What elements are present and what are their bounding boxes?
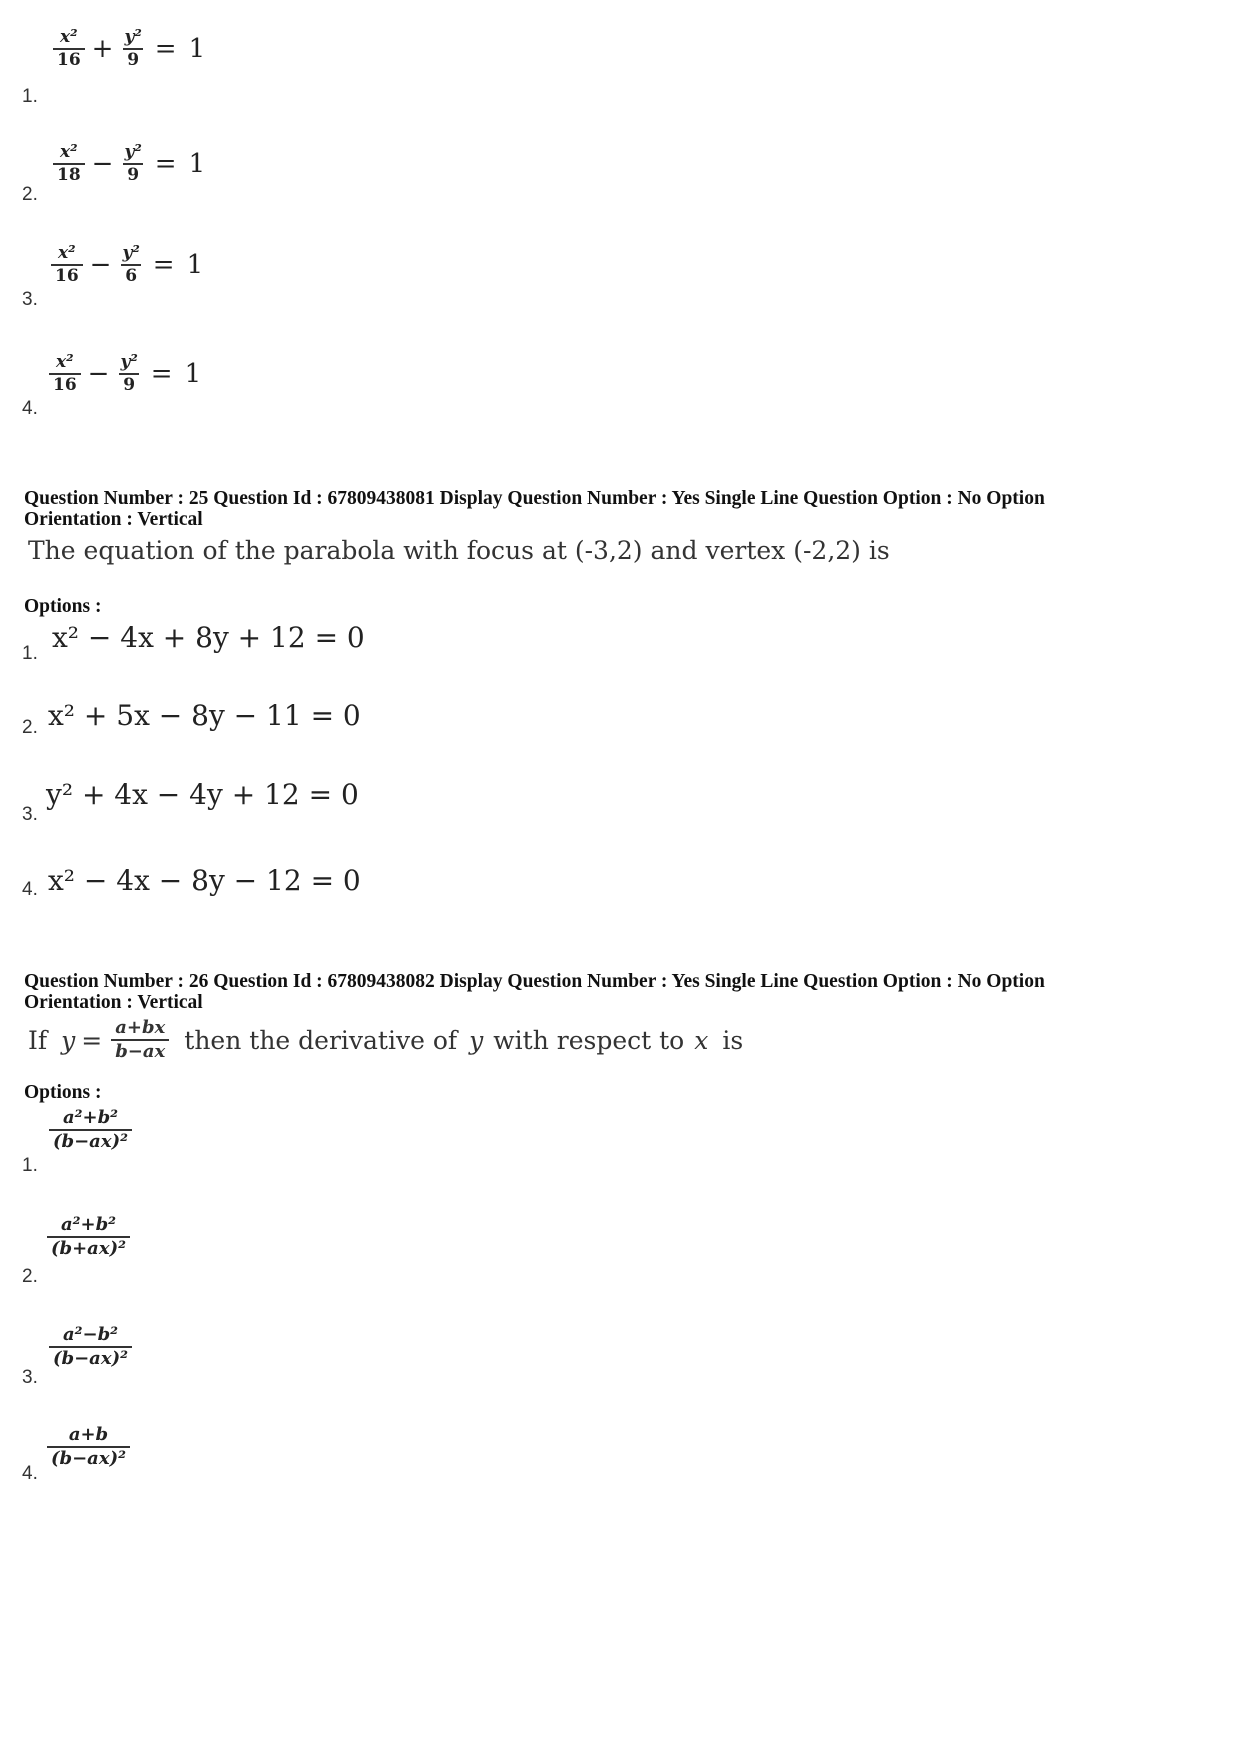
q26-option-2-number: 2. <box>22 1266 38 1287</box>
question-25-options-label: Options : <box>24 596 102 617</box>
q26-option-3-expr: $\frac{\text{a²−b²}}{\text{(b−ax)²}}$ <box>46 1325 135 1370</box>
question-25-meta: Question Number : 25 Question Id : 67809438081 Display Question Number : Yes Single Line Question Option : No Option Orientation : Vertical <box>24 488 1045 530</box>
q26-option-2-expr: $\frac{\text{a²+b²}}{\text{(b+ax)²}}$ <box>44 1215 133 1260</box>
q26-option-4-number: 4. <box>22 1463 38 1484</box>
prev-option-2-number: 2. <box>22 184 38 205</box>
q26-option-3-number: 3. <box>22 1367 38 1388</box>
question-26-text: If y = $\frac{a+bx}{b-ax}$ then the derivative of y with respect to x is <box>28 1017 744 1062</box>
q26-option-1-expr: $\frac{\text{a²+b²}}{\text{(b−ax)²}}$ <box>46 1108 135 1153</box>
q26-option-4-expr: $\frac{a+b}{\text{(b−ax)²}}$ <box>44 1425 133 1470</box>
q25-option-2-expr: x² + 5x − 8y − 11 = 0 <box>48 699 361 732</box>
q25-option-1-expr: x² − 4x + 8y + 12 = 0 <box>52 621 365 654</box>
question-26-fraction: $\frac{a+bx}{b-ax}$ <box>111 1018 169 1063</box>
q25-option-1-number: 1. <box>22 643 38 664</box>
q26-option-1-number: 1. <box>22 1155 38 1176</box>
q25-option-3-number: 3. <box>22 804 38 825</box>
prev-option-1-expr: $\frac{\text{x²}}{16}$ + $\frac{\text{y²}}{9}$ = 1 <box>50 28 211 71</box>
q25-option-3-expr: y² + 4x − 4y + 12 = 0 <box>46 778 359 811</box>
prev-option-1-number: 1. <box>22 86 38 107</box>
prev-option-4-number: 4. <box>22 398 38 419</box>
question-25-text: The equation of the parabola with focus at (-3,2) and vertex (-2,2) is <box>28 536 890 565</box>
prev-option-3-number: 3. <box>22 289 38 310</box>
prev-option-3-expr: $\frac{\text{x²}}{16}$ − $\frac{\text{y²}}{6}$ = 1 <box>48 244 209 287</box>
q25-option-2-number: 2. <box>22 717 38 738</box>
q25-option-4-number: 4. <box>22 879 38 900</box>
question-26-options-label: Options : <box>24 1082 102 1103</box>
q25-option-4-expr: x² − 4x − 8y − 12 = 0 <box>48 864 361 897</box>
prev-option-2-expr: $\frac{\text{x²}}{18}$ − $\frac{\text{y²}}{9}$ = 1 <box>50 143 211 186</box>
prev-option-4-expr: $\frac{\text{x²}}{16}$ − $\frac{\text{y²}}{9}$ = 1 <box>46 353 207 396</box>
question-26-meta: Question Number : 26 Question Id : 67809438082 Display Question Number : Yes Single Line Question Option : No Option Orientation : Vertical <box>24 971 1045 1013</box>
